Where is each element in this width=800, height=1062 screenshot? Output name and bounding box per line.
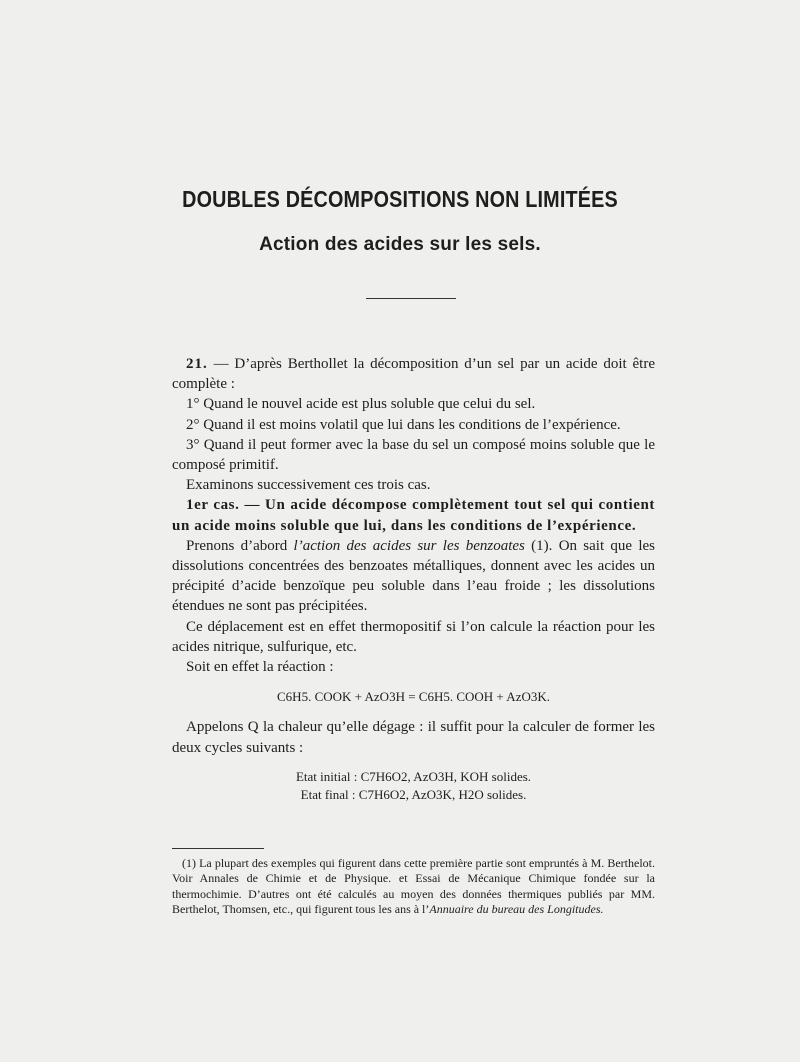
footnote — [172, 856, 655, 918]
title-divider — [366, 298, 456, 299]
prenons-paragraph — [172, 536, 655, 617]
soit-paragraph: Soit en effet la réaction : — [186, 659, 334, 676]
footnote-italic: Annuaire du bureau des Longitudes. — [429, 902, 604, 917]
deplacement-paragraph: Ce déplacement est en effet thermopositif si l’on calcule la réaction pour les acides nitrique, sulfurique, etc. — [172, 618, 655, 655]
condition-3: 3° Quand il peut former avec la base du sel un composé moins soluble que le composé primitif. — [172, 436, 655, 474]
footnote-main: (1) La plupart des exemples qui figurent dans cette première partie sont empruntés à M. Berthelot. Voir Annales de Chimie et de Physique. et Essai de Mécanique Chimique fondée sur la thermochimie. D’autres ont été calculés au moyen des données thermiques publiés par MM. Berthelot, Thomsen, etc., qui figurent tous les ans à l’ — [172, 856, 655, 917]
footnote-divider — [172, 848, 264, 849]
first-case-title: — Un acide décompose complètement tout sel qui contient un acide moins soluble que lui, dans les conditions de l’expérience. — [172, 497, 656, 534]
footnote-text — [172, 856, 655, 918]
etat-initial: Etat initial : C7H6O2, AzO3H, KOH solides. — [295, 768, 532, 784]
page-title: DOUBLES DÉCOMPOSITIONS NON LIMITÉES — [182, 186, 618, 212]
prenons-end: (1). On sait que les dissolutions concentrées des benzoates métalliques, donnent avec les acides un précipité d’acide benzoïque peu soluble dans l’eau froide ; les dissolutions étendues ne sont pas précipitées. — [172, 537, 656, 615]
paragraph-21 — [172, 354, 655, 394]
condition-2: 2° Quand il est moins volatil que lui dans les conditions de l’expérience. — [186, 416, 621, 433]
prenons-italic: l’action des acides sur les benzoates — [293, 537, 525, 554]
first-case-heading — [172, 495, 655, 535]
first-case-label: 1er cas. — [186, 497, 240, 514]
examine-text: Examinons successivement ces trois cas. — [186, 477, 431, 494]
cycle-states — [172, 768, 655, 804]
section-subtitle: Action des acides sur les sels. — [259, 234, 541, 255]
condition-1: 1° Quand le nouvel acide est plus soluble que celui du sel. — [186, 396, 536, 413]
etat-final: Etat final : C7H6O2, AzO3K, H2O solides. — [300, 786, 527, 802]
reaction-equation: C6H5. COOK + AzO3H = C6H5. COOH + AzO3K. — [277, 689, 550, 705]
body-text — [172, 354, 655, 804]
paragraph-number: 21. — [186, 356, 208, 372]
paragraph-21-text: — D’après Berthollet la décomposition d’un sel par un acide doit être complète : — [172, 356, 655, 393]
prenons-start: Prenons d’abord — [186, 537, 294, 554]
appelons-paragraph: Appelons Q la chaleur qu’elle dégage : il suffit pour la calculer de former les deux cycles suivants : — [172, 719, 655, 756]
